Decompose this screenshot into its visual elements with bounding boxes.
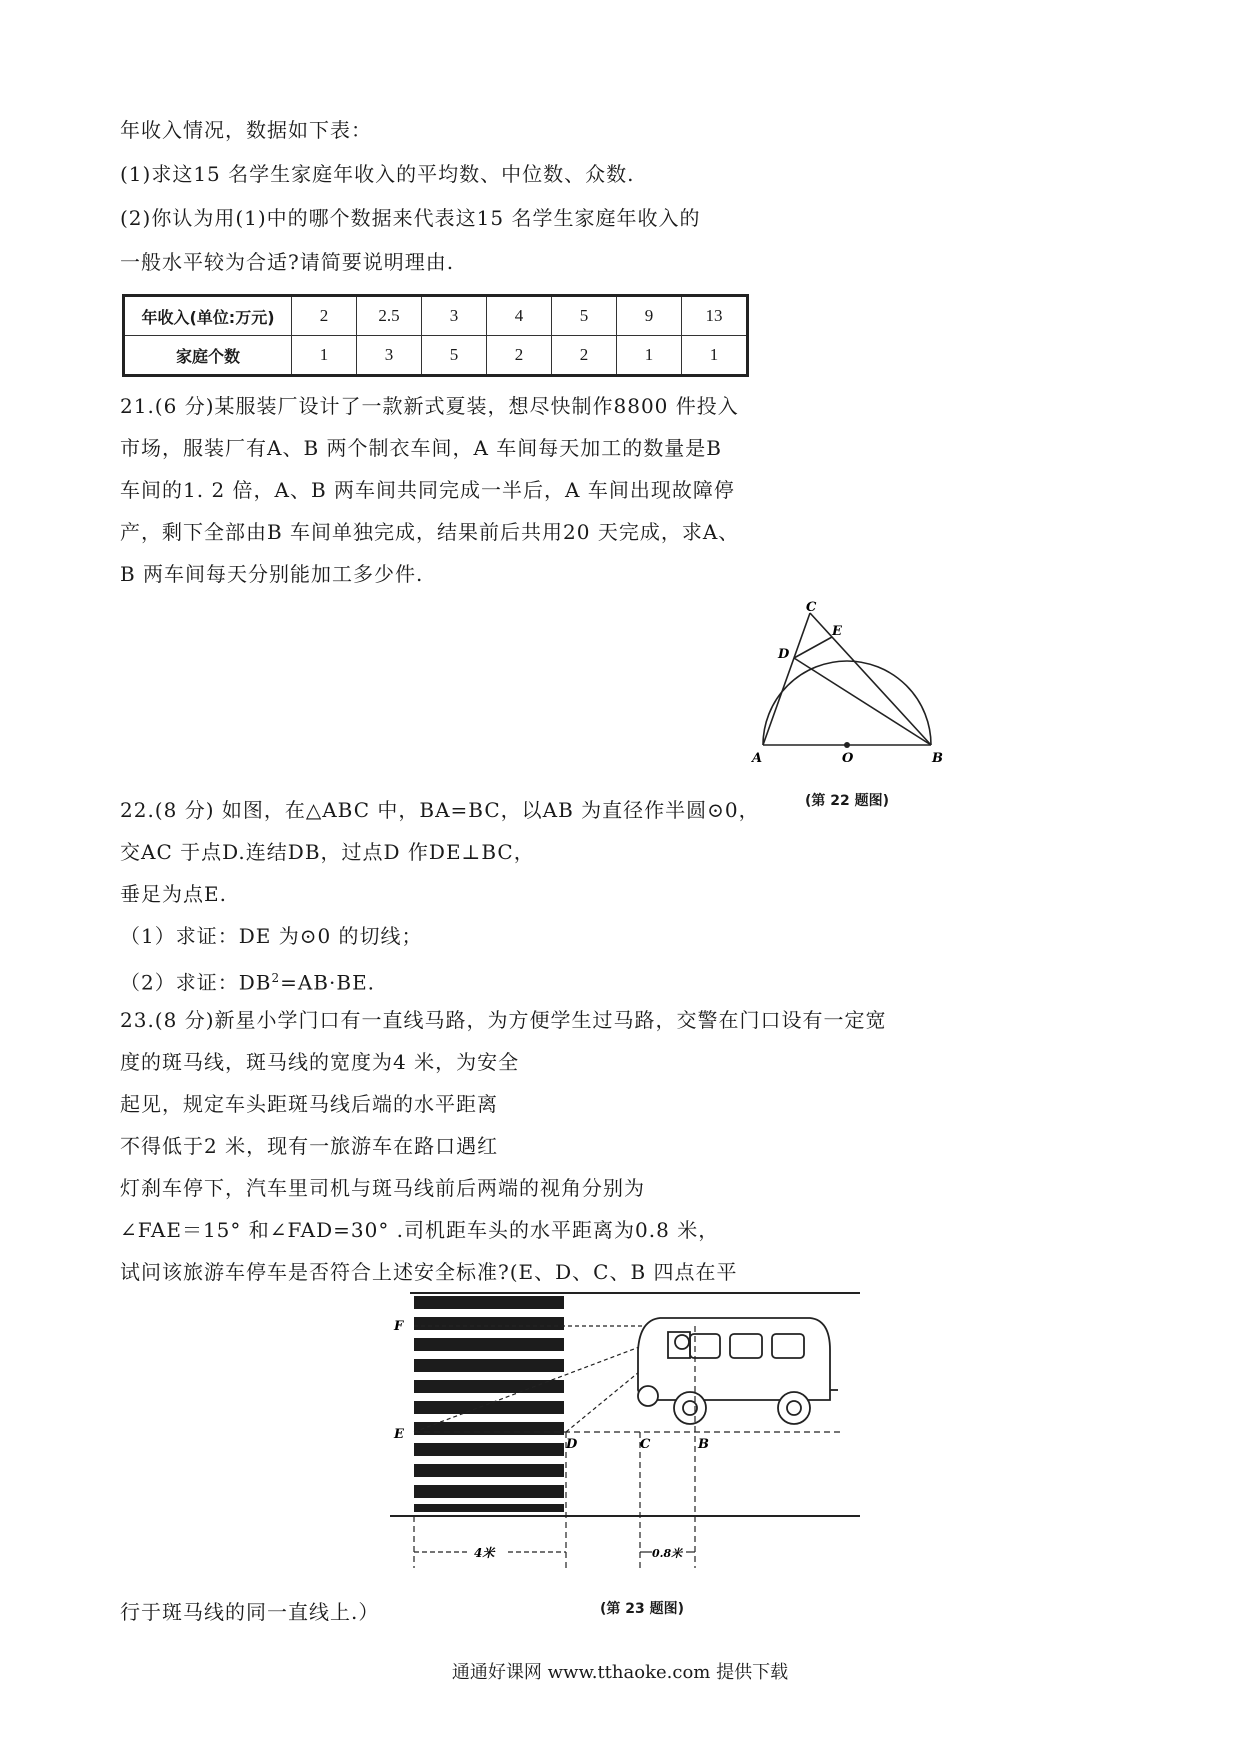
q23-line: 23.(8 分)新星小学门口有一直线马路，为方便学生过马路，交警在门口设有一定宽 (120, 1008, 887, 1032)
figure-23 (390, 1290, 870, 1590)
table-cell: 13 (682, 296, 748, 336)
table-row (124, 336, 748, 376)
q23-line: ∠FAE＝15° 和∠FAD=30° .司机距车头的水平距离为0.8 米， (120, 1218, 720, 1242)
table-cell: 1 (682, 336, 748, 376)
q23-line: 试问该旅游车停车是否符合上述安全标准?(E、D、C、B 四点在平 (120, 1260, 738, 1284)
table-cell: 3 (422, 296, 487, 336)
label-d: D (566, 1437, 578, 1452)
figure-22-caption: (第 22 题图) (805, 793, 890, 809)
center-point (844, 742, 850, 748)
q23-line: 灯刹车停下，汽车里司机与斑马线前后两端的视角分别为 (120, 1176, 645, 1200)
q21-line: 市场，服装厂有A、B 两个制衣车间，A 车间每天加工的数量是B (120, 436, 722, 460)
table-cell: 4 (487, 296, 552, 336)
dim-4m-label: 4米 (474, 1546, 495, 1560)
table-cell: 1 (617, 336, 682, 376)
q22-line (120, 964, 375, 997)
text-line: 一般水平较为合适?请简要说明理由. (120, 250, 455, 274)
label-o: O (842, 751, 854, 766)
q21-line: 产，剩下全部由B 车间单独完成，结果前后共用20 天完成，求A、 (120, 520, 740, 544)
label-e: E (394, 1427, 404, 1442)
table-header-cell: 家庭个数 (124, 336, 292, 376)
segment-ac (763, 613, 810, 745)
q21-line: 21.(6 分)某服装厂设计了一款新式夏装，想尽快制作8800 件投入 (120, 394, 739, 418)
figure-23-caption: (第 23 题图) (600, 1601, 685, 1617)
q23-line: 行于斑马线的同一直线上.） (120, 1600, 380, 1624)
q22-line: 22.(8 分) 如图，在△ABC 中，BA=BC，以AB 为直径作半圆⊙0， (120, 798, 760, 822)
bus-drawing (638, 1318, 838, 1424)
q22-line: 垂足为点E. (120, 882, 227, 906)
q22-line5-sup: 2 (271, 971, 281, 985)
q21-line: B 两车间每天分别能加工多少件. (120, 562, 424, 586)
q22-line: （1）求证：DE 为⊙0 的切线； (120, 924, 423, 948)
table-cell: 2 (292, 296, 357, 336)
table-cell: 5 (422, 336, 487, 376)
label-d: D (778, 647, 790, 662)
table-cell: 2 (487, 336, 552, 376)
text-line: (1)求这15 名学生家庭年收入的平均数、中位数、众数. (120, 162, 635, 186)
q23-line: 度的斑马线，斑马线的宽度为4 米，为安全 (120, 1050, 520, 1074)
table-header-cell: 年收入(单位:万元) (124, 296, 292, 336)
figure-22 (748, 600, 948, 770)
label-c: C (640, 1437, 651, 1452)
q22-line5-suffix: =AB·BE. (280, 970, 376, 995)
table-cell: 3 (357, 336, 422, 376)
label-c: C (806, 600, 817, 615)
q21-line: 车间的1. 2 倍，A、B 两车间共同完成一半后，A 车间出现故障停 (120, 478, 735, 502)
table-row (124, 296, 748, 336)
label-e: E (832, 624, 842, 639)
table-cell: 2.5 (357, 296, 422, 336)
table-cell: 2 (552, 336, 617, 376)
label-a: A (752, 751, 763, 766)
q23-line: 起见，规定车头距斑马线后端的水平距离 (120, 1092, 498, 1116)
table-cell: 9 (617, 296, 682, 336)
income-table (122, 294, 749, 377)
label-f: F (394, 1319, 404, 1334)
page-footer: 通通好课网 www.tthaoke.com 提供下载 (451, 1662, 789, 1683)
label-b: B (698, 1437, 709, 1452)
text-line: 年收入情况，数据如下表： (120, 118, 372, 142)
q23-line: 不得低于2 米，现有一旅游车在路口遇红 (120, 1134, 499, 1158)
table-cell: 1 (292, 336, 357, 376)
q22-line5-prefix: （2）求证：DB (120, 970, 272, 995)
text-line: (2)你认为用(1)中的哪个数据来代表这15 名学生家庭年收入的 (120, 206, 701, 230)
q22-line: 交AC 于点D.连结DB，过点D 作DE⊥BC， (120, 840, 535, 864)
label-b: B (932, 751, 943, 766)
table-cell: 5 (552, 296, 617, 336)
dim-08m-label: 0.8米 (652, 1547, 683, 1560)
